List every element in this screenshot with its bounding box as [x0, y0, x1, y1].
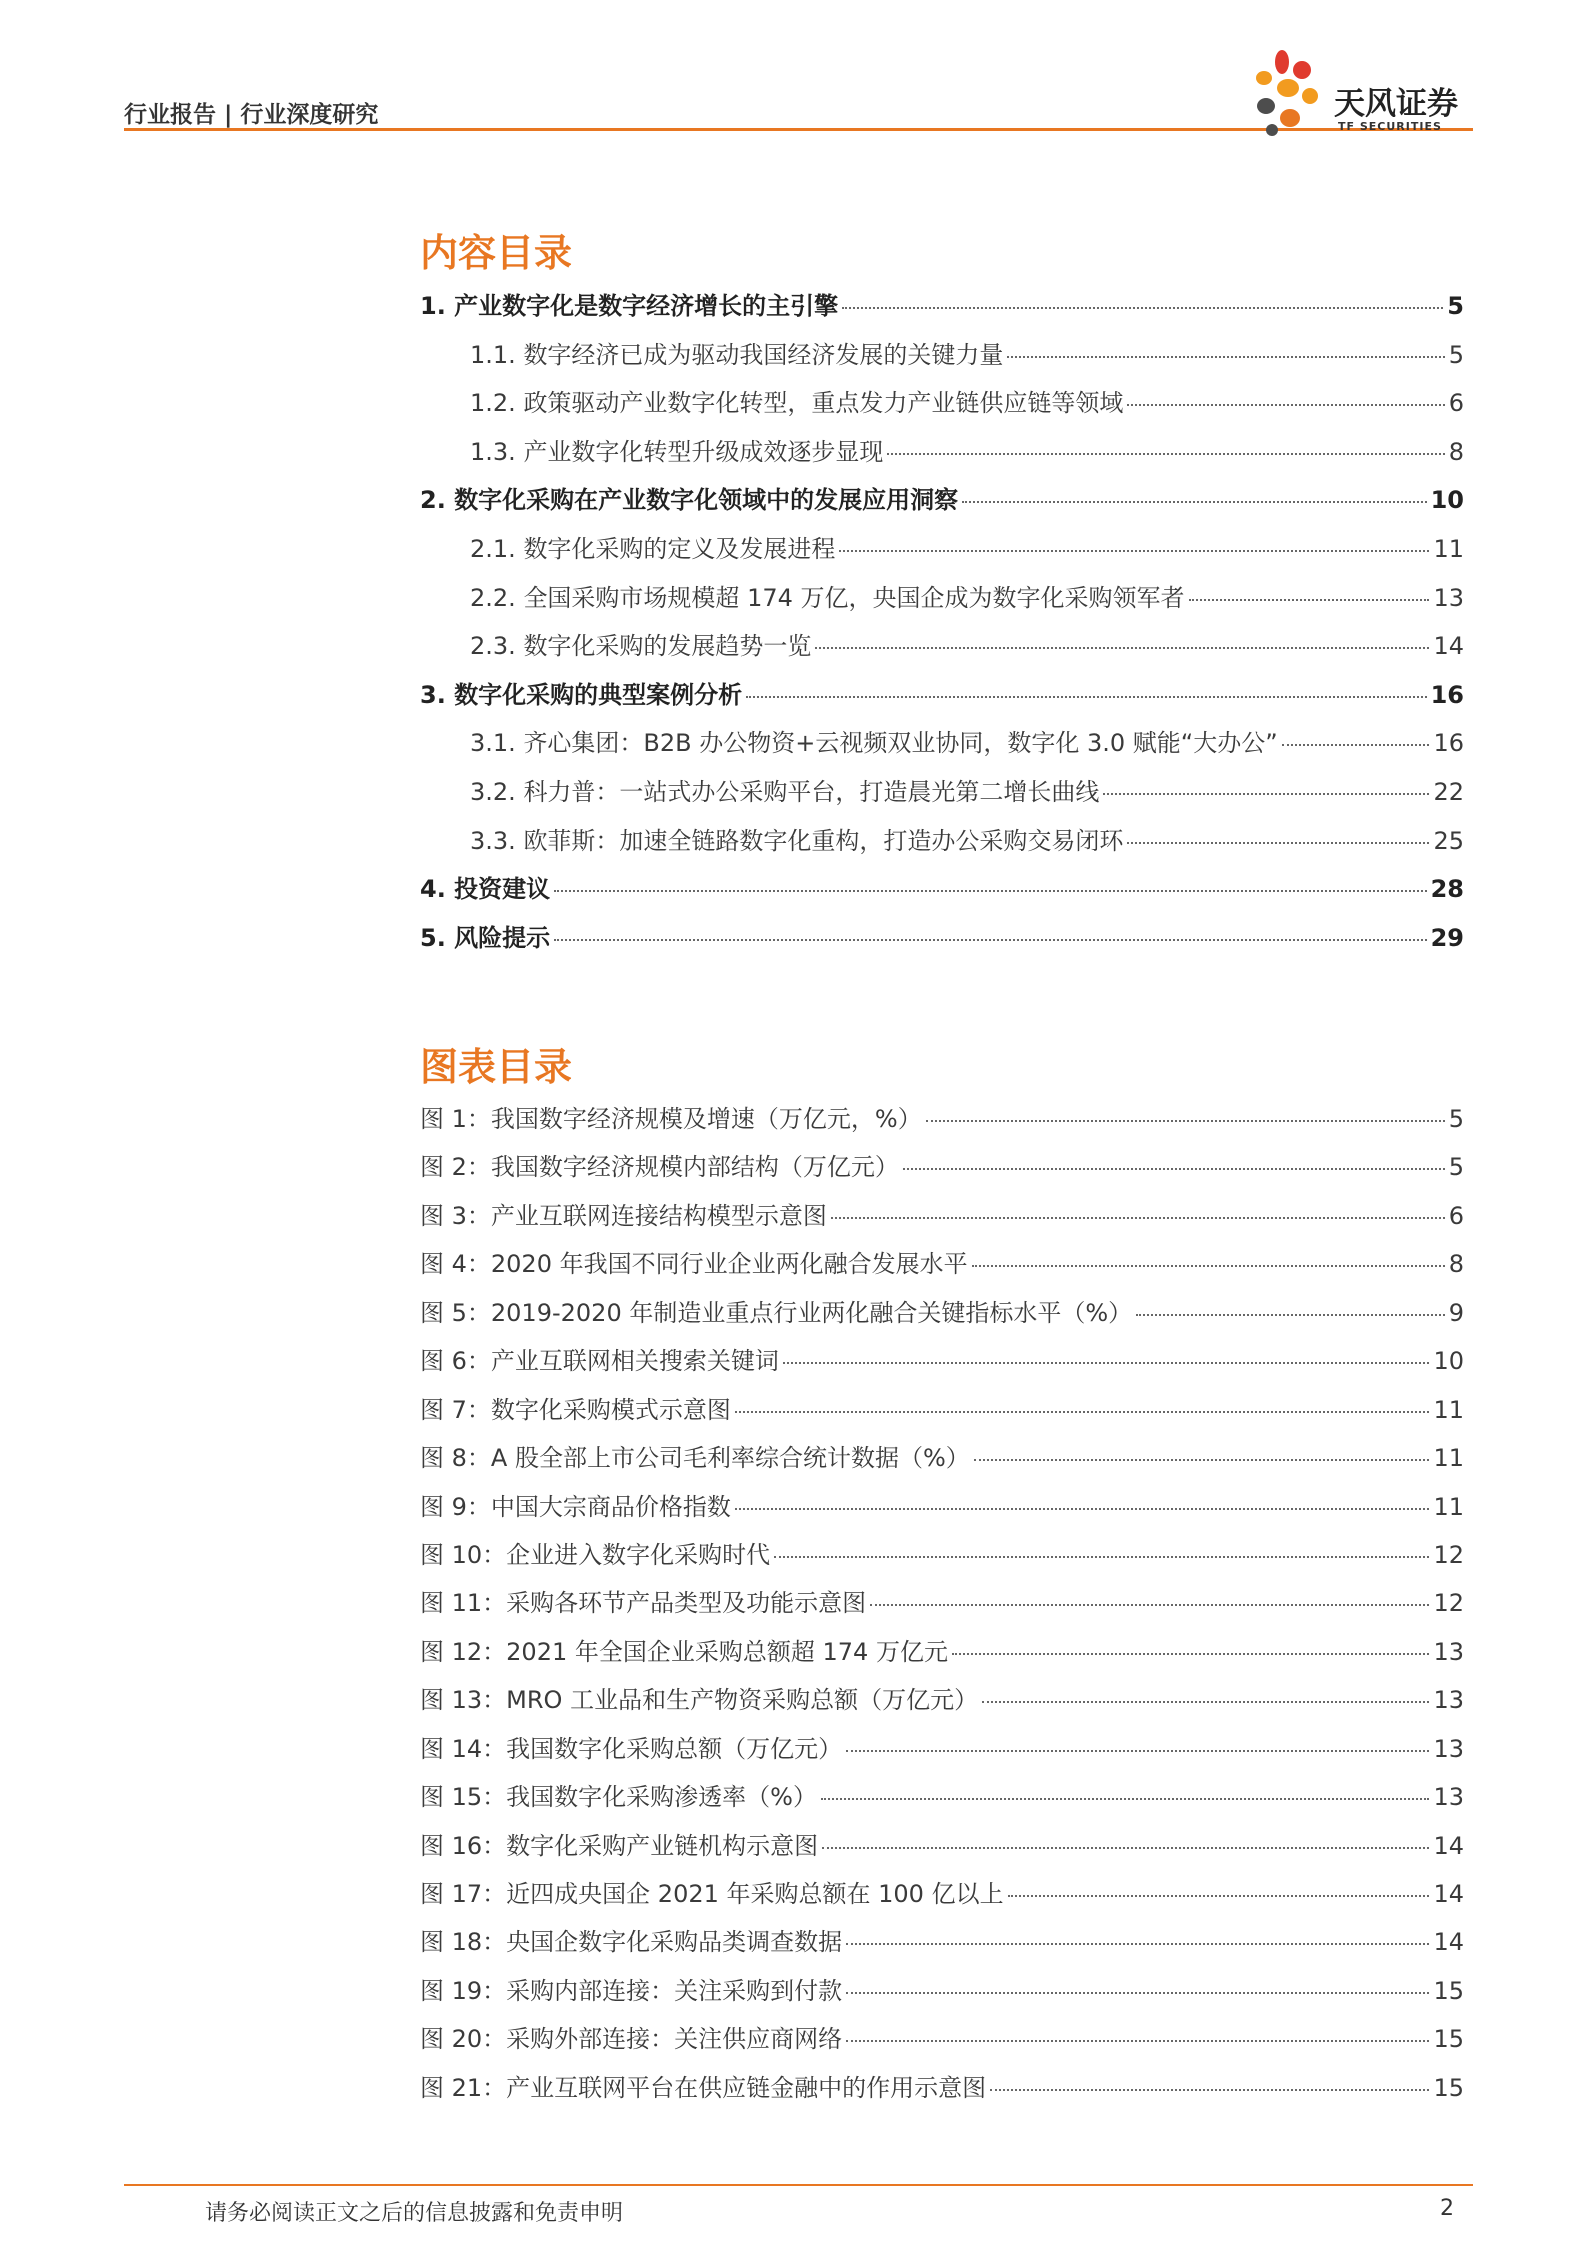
dot-leader — [952, 1653, 1430, 1655]
dot-leader — [962, 501, 1426, 503]
toc-entry-number: 1.2. — [470, 389, 524, 418]
toc-entry[interactable] — [420, 772, 1464, 821]
toc-entry-text: 数字化采购的典型案例分析 — [454, 680, 743, 709]
toc-entry-text: 数字化采购在产业数字化领域中的发展应用洞察 — [454, 486, 959, 515]
figure-entry[interactable] — [420, 1244, 1464, 1292]
toc-entry-page: 5 — [1447, 292, 1464, 320]
toc-entry-text: 产业数字化转型升级成效逐步显现 — [523, 437, 884, 466]
toc-entry-number: 2. — [420, 486, 455, 515]
toc-entry-number: 3.1. — [470, 729, 524, 758]
figure-entry-page: 13 — [1433, 1686, 1464, 1715]
dot-leader — [831, 1217, 1445, 1219]
toc-entry-number: 2.1. — [470, 534, 524, 563]
toc-entry[interactable] — [420, 675, 1464, 724]
toc-entry-text: 齐心集团：B2B 办公物资+云视频双业协同，数字化 3.0 赋能“大办公” — [523, 729, 1278, 758]
toc-entry-number: 4. — [420, 875, 455, 904]
dot-leader — [1103, 793, 1429, 795]
dot-leader — [839, 550, 1429, 552]
figure-entry-page: 15 — [1433, 2073, 1464, 2102]
figure-entry-page: 12 — [1433, 1589, 1464, 1618]
figure-entry-text: 图 4：2020 年我国不同行业企业两化融合发展水平 — [420, 1250, 968, 1279]
figure-entry-page: 11 — [1433, 1395, 1464, 1424]
figure-entry[interactable] — [420, 1341, 1464, 1389]
toc-entry-text: 政策驱动产业数字化转型，重点发力产业链供应链等领域 — [523, 389, 1124, 418]
toc-entry-text: 数字经济已成为驱动我国经济发展的关键力量 — [523, 340, 1004, 369]
figure-entry[interactable] — [420, 1438, 1464, 1486]
figure-entry-text: 图 13：MRO 工业品和生产物资采购总额（万亿元） — [420, 1686, 979, 1715]
dot-leader — [554, 890, 1426, 892]
figure-entry-text: 图 16：数字化采购产业链机构示意图 — [420, 1831, 819, 1860]
figure-entry-page: 14 — [1433, 1880, 1464, 1908]
figure-entry-page: 15 — [1433, 2025, 1464, 2054]
figure-entry[interactable] — [420, 1487, 1464, 1535]
toc-entry-page: 22 — [1433, 777, 1464, 806]
toc-entry-text: 欧菲斯：加速全链路数字化重构，打造办公采购交易闭环 — [523, 826, 1124, 855]
figure-entry-page: 13 — [1433, 1734, 1464, 1763]
table-of-contents — [420, 286, 1464, 966]
toc-entry[interactable] — [420, 821, 1464, 870]
figure-entry[interactable] — [420, 1390, 1464, 1438]
dot-leader — [554, 939, 1426, 941]
dot-leader — [735, 1411, 1430, 1413]
figure-entry-text: 图 19：采购内部连接：关注采购到付款 — [420, 1976, 843, 2005]
toc-entry-page: 28 — [1430, 875, 1464, 904]
toc-entry-number: 1.1. — [470, 340, 524, 369]
figure-entry-page: 10 — [1433, 1347, 1464, 1376]
figure-entry-text: 图 7：数字化采购模式示意图 — [420, 1395, 731, 1424]
toc-entry[interactable] — [420, 723, 1464, 772]
dot-leader — [746, 696, 1426, 698]
flower-logo-icon — [1248, 48, 1328, 144]
toc-entry-page: 29 — [1430, 923, 1464, 952]
figure-entry-text: 图 20：采购外部连接：关注供应商网络 — [420, 2025, 843, 2054]
figure-entry[interactable] — [420, 1583, 1464, 1631]
figure-entry-page: 11 — [1433, 1492, 1464, 1521]
dot-leader — [903, 1168, 1445, 1170]
toc-title: 内容目录 — [420, 231, 573, 275]
figure-entry[interactable] — [420, 1971, 1464, 2019]
figure-entry-page: 9 — [1448, 1298, 1464, 1327]
toc-entry-page: 25 — [1433, 826, 1464, 855]
dot-leader — [870, 1604, 1429, 1606]
toc-entry-page: 16 — [1430, 680, 1464, 709]
figure-entry[interactable] — [420, 1632, 1464, 1680]
toc-entry-text: 全国采购市场规模超 174 万亿，央国企成为数字化采购领军者 — [523, 583, 1185, 612]
figure-entry-page: 14 — [1433, 1928, 1464, 1957]
report-category: 行业报告 | 行业深度研究 — [124, 102, 379, 128]
toc-entry[interactable] — [420, 869, 1464, 918]
figure-entry[interactable] — [420, 1293, 1464, 1341]
figure-entry-text: 图 9：中国大宗商品价格指数 — [420, 1492, 731, 1521]
dot-leader — [1008, 1895, 1430, 1897]
toc-entry-page: 5 — [1448, 340, 1464, 369]
figure-entry[interactable] — [420, 2068, 1464, 2116]
toc-entry[interactable] — [420, 383, 1464, 432]
toc-entry-number: 1.3. — [470, 437, 524, 466]
toc-entry-text: 风险提示 — [454, 923, 551, 952]
toc-entry[interactable] — [420, 432, 1464, 481]
figure-entry-page: 6 — [1448, 1201, 1464, 1230]
figure-entry[interactable] — [420, 1826, 1464, 1874]
dot-leader — [982, 1701, 1429, 1703]
figure-entry[interactable] — [420, 1922, 1464, 1970]
footer-divider — [124, 2184, 1473, 2186]
dot-leader — [1007, 356, 1444, 358]
toc-entry-number: 2.2. — [470, 583, 524, 612]
figure-entry-page: 13 — [1433, 1783, 1464, 1812]
figure-entry-text: 图 6：产业互联网相关搜索关键词 — [420, 1347, 779, 1376]
toc-entry[interactable] — [420, 918, 1464, 967]
dot-leader — [1189, 599, 1430, 601]
toc-entry-text: 产业数字化是数字经济增长的主引擎 — [454, 292, 839, 320]
figure-entry[interactable] — [420, 1874, 1464, 1922]
dot-leader — [926, 1120, 1445, 1122]
figure-entry-text: 图 21：产业互联网平台在供应链金融中的作用示意图 — [420, 2073, 987, 2102]
toc-entry-number: 3.2. — [470, 777, 524, 806]
figure-entry-page: 12 — [1433, 1540, 1464, 1569]
dot-leader — [783, 1362, 1430, 1364]
toc-entry-page: 13 — [1433, 583, 1464, 612]
figure-entry-text: 图 10：企业进入数字化采购时代 — [420, 1540, 771, 1569]
figure-entry-text: 图 17：近四成央国企 2021 年采购总额在 100 亿以上 — [420, 1880, 1004, 1908]
figure-entry-page: 8 — [1448, 1250, 1464, 1279]
toc-entry-page: 10 — [1430, 486, 1464, 515]
figure-entry-text: 图 12：2021 年全国企业采购总额超 174 万亿元 — [420, 1637, 948, 1666]
figure-entry[interactable] — [420, 1099, 1464, 1147]
toc-entry-text: 数字化采购的定义及发展进程 — [523, 534, 836, 563]
list-of-figures — [420, 1099, 1464, 2116]
figure-entry-text: 图 8：A 股全部上市公司毛利率综合统计数据（%） — [420, 1444, 970, 1473]
figure-entry-text: 图 3：产业互联网连接结构模型示意图 — [420, 1201, 827, 1230]
toc-entry[interactable] — [420, 286, 1464, 335]
dot-leader — [1282, 744, 1430, 746]
figure-entry[interactable] — [420, 1777, 1464, 1825]
dot-leader — [815, 647, 1429, 649]
toc-entry-text: 数字化采购的发展趋势一览 — [523, 632, 812, 661]
page-number: 2 — [1440, 2196, 1454, 2221]
figure-entry[interactable] — [420, 1147, 1464, 1195]
figure-entry-page: 5 — [1448, 1105, 1464, 1133]
dot-leader — [735, 1508, 1430, 1510]
figure-entry[interactable] — [420, 2019, 1464, 2067]
figure-entry-text: 图 14：我国数字化采购总额（万亿元） — [420, 1734, 843, 1763]
toc-entry-text: 投资建议 — [454, 875, 551, 904]
figure-entry[interactable] — [420, 1729, 1464, 1777]
figure-entry-page: 5 — [1448, 1153, 1464, 1182]
figures-title: 图表目录 — [420, 1045, 573, 1089]
toc-entry[interactable] — [420, 335, 1464, 384]
toc-entry-page: 6 — [1448, 389, 1464, 418]
figure-entry[interactable] — [420, 1196, 1464, 1244]
dot-leader — [846, 1750, 1429, 1752]
toc-entry-page: 8 — [1448, 437, 1464, 466]
toc-entry-number: 3. — [420, 680, 455, 709]
toc-entry-page: 11 — [1433, 534, 1464, 563]
figure-entry-text: 图 11：采购各环节产品类型及功能示意图 — [420, 1589, 867, 1618]
figure-entry-page: 14 — [1433, 1831, 1464, 1860]
dot-leader — [974, 1459, 1430, 1461]
figure-entry[interactable] — [420, 1535, 1464, 1583]
dot-leader — [842, 307, 1443, 309]
dot-leader — [887, 453, 1444, 455]
toc-entry[interactable] — [420, 626, 1464, 675]
toc-entry-page: 16 — [1433, 729, 1464, 758]
toc-entry[interactable] — [420, 578, 1464, 627]
figure-entry-page: 13 — [1433, 1637, 1464, 1666]
figure-entry-text: 图 5：2019-2020 年制造业重点行业两化融合关键指标水平（%） — [420, 1298, 1133, 1327]
figure-entry-page: 11 — [1433, 1444, 1464, 1473]
dot-leader — [822, 1847, 1429, 1849]
toc-entry-number: 2.3. — [470, 632, 524, 661]
dot-leader — [846, 1943, 1429, 1945]
figure-entry-page: 15 — [1433, 1976, 1464, 2005]
figure-entry-text: 图 2：我国数字经济规模内部结构（万亿元） — [420, 1153, 899, 1182]
dot-leader — [990, 2089, 1429, 2091]
footer-disclaimer: 请务必阅读正文之后的信息披露和免责申明 — [205, 2201, 624, 2226]
company-logo — [1248, 48, 1478, 144]
toc-entry-page: 14 — [1433, 632, 1464, 661]
dot-leader — [1127, 842, 1429, 844]
logo-subtitle: TF SECURITIES — [1338, 120, 1442, 133]
dot-leader — [846, 2040, 1429, 2042]
figure-entry-text: 图 15：我国数字化采购渗透率（%） — [420, 1783, 817, 1812]
toc-entry[interactable] — [420, 529, 1464, 578]
figure-entry-text: 图 1：我国数字经济规模及增速（万亿元，%） — [420, 1105, 922, 1133]
dot-leader — [1136, 1314, 1445, 1316]
dot-leader — [972, 1265, 1445, 1267]
toc-entry-text: 科力普：一站式办公采购平台，打造晨光第二增长曲线 — [523, 777, 1100, 806]
toc-entry[interactable] — [420, 480, 1464, 529]
toc-entry-number: 5. — [420, 923, 455, 952]
figure-entry[interactable] — [420, 1680, 1464, 1728]
toc-entry-number: 3.3. — [470, 826, 524, 855]
dot-leader — [821, 1798, 1429, 1800]
figure-entry-text: 图 18：央国企数字化采购品类调查数据 — [420, 1928, 843, 1957]
page-header — [0, 0, 1587, 140]
dot-leader — [774, 1556, 1429, 1558]
logo-name: 天风证券 — [1334, 86, 1458, 122]
toc-entry-number: 1. — [420, 292, 455, 320]
dot-leader — [846, 1992, 1429, 1994]
dot-leader — [1127, 404, 1444, 406]
